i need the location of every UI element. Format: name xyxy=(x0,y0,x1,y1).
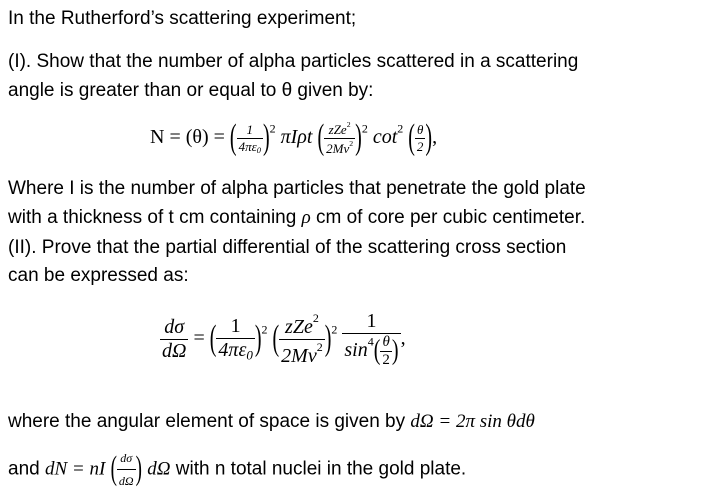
equation-cross-section: $\frac{d\sigma}{d\Omega}$ = ( $\frac{1}{4\pi\varepsilon_0}$ )$^2$ ( $\frac{zZe^2}{2Mv^2}$ )$^2$ 1 $\sin^4$( $\frac{\theta}{2}$ ) , xyxy=(162,310,406,368)
eq1-frac-theta-over-2: $\frac{\theta}{2}$ xyxy=(416,122,424,155)
eq1-cot: cot xyxy=(372,126,398,149)
part1-line1: (I). Show that the number of alpha particles scattered in a scattering xyxy=(8,51,579,72)
intro-text: In the Rutherford’s scattering experiment; xyxy=(8,8,357,29)
desc-line2: with a thickness of t cm containing ρ cm of core per cubic centimeter. xyxy=(8,207,586,228)
desc-line1: Where I is the number of alpha particles that penetrate the gold plate xyxy=(8,178,586,199)
eq1-frac-zZe2-over-2Mv2: $\frac{zZe^2}{2Mv^2}$ xyxy=(326,120,354,157)
eq2-frac-zZe2-over-2Mv2: $\frac{zZe^2}{2Mv^2}$ xyxy=(281,311,323,367)
eq2-frac-1-over-sin4: 1 $\sin^4$( $\frac{\theta}{2}$ ) xyxy=(344,310,399,368)
eq2-dsigma-dOmega: $\frac{d\sigma}{d\Omega}$ xyxy=(162,316,187,362)
eq1-power: 2 xyxy=(269,121,276,136)
eq1-lhs: N = (θ) = xyxy=(150,126,225,149)
part2-line2: can be expressed as: xyxy=(8,265,189,286)
part2-line1: (II). Prove that the partial differential of the scattering cross section xyxy=(8,237,567,258)
rho-symbol: ρ xyxy=(301,207,311,228)
eq2-frac-1-over-4pi-eps0: $\frac{1}{4\pi\varepsilon_0}$ xyxy=(218,315,253,363)
part1-line2: angle is greater than or equal to θ given by: xyxy=(8,80,374,101)
final-line1: where the angular element of space is given by dΩ = 2π sin θdθ xyxy=(8,411,535,432)
final-frac-dsigma-dOmega: $\frac{d\sigma}{d\Omega}$ xyxy=(117,447,136,492)
eq1-middle-term: πIρt xyxy=(280,126,313,149)
dOmega-definition: dΩ = 2π sin θdθ xyxy=(410,411,535,432)
final-line2: and dN = nI ( $\frac{d\sigma}{d\Omega}$ ) dΩ with n total nuclei in the gold plate. xyxy=(8,447,466,492)
eq1-frac-1-over-4pi-eps0: $\frac{1}{4\pi\varepsilon_0}$ xyxy=(238,121,261,156)
equation-N: N = (θ) = ( $\frac{1}{4\pi\varepsilon_0}$ )$^2$ πIρt ( $\frac{zZe^2}{2Mv^2}$ )$^2$ $\cot^2$ ( $\frac{\theta}{2}$ ), xyxy=(150,117,438,158)
